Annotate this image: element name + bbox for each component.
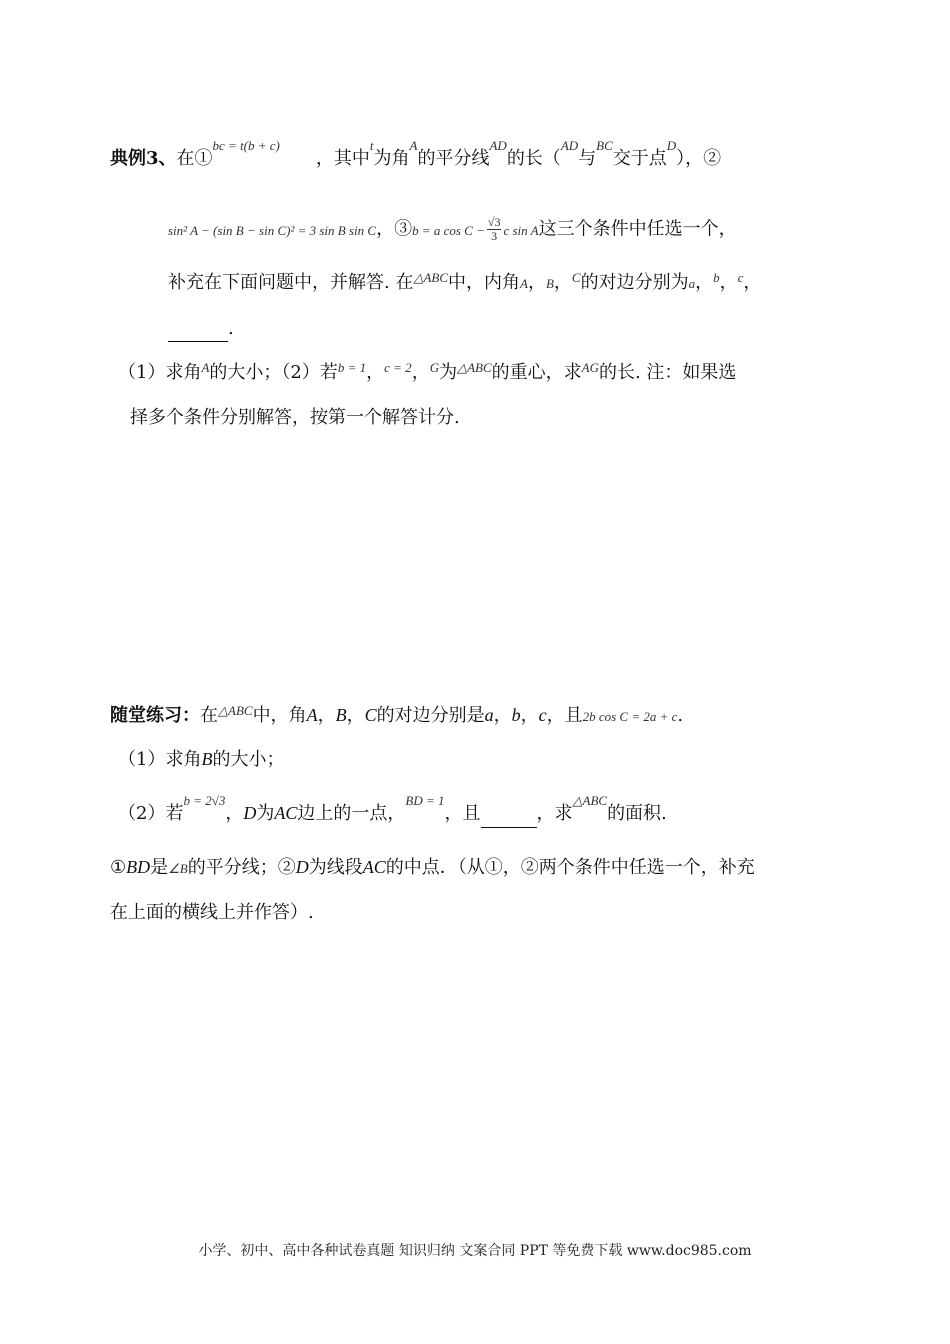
answer-blank[interactable] [481,809,537,828]
text: （2）若 [118,803,184,824]
text: ， [719,272,738,293]
math-triangle: △ABC [413,270,449,285]
text: ， [493,705,512,726]
math-a: a [484,705,494,725]
math-AD: AD [489,138,507,153]
practice-conditions-line1 [110,854,755,882]
text: 这三个条件中任选一个， [538,218,737,240]
math-csinA: c sin A [503,222,539,238]
text: 在上面的横线上并作答）. [110,902,314,923]
math-triangle: △ABC [572,793,608,808]
text: 中，内角 [448,272,521,293]
math-A: A [201,360,210,375]
text: ， [520,705,539,726]
answer-blank[interactable] [168,323,228,342]
text: 的中点．（从①，②两个条件中任选一个，补充 [385,857,755,878]
text: ，且 [444,803,481,824]
text: 交于点 [612,148,667,169]
text: ），② [676,148,722,169]
text: 为角 [373,148,410,169]
text: 边上的一点， [297,803,406,824]
text: 中，角 [252,705,307,726]
text: . [228,318,234,339]
text: 的大小；（2）若 [209,362,338,383]
math-AC: AC [362,857,386,877]
text: ， [695,272,714,293]
page-footer: 小学、初中、高中各种试卷真题 知识归纳 文案合同 PPT 等免费下载 www.doc985.com [198,1243,752,1259]
text: ，其中 [315,148,370,169]
math-triangle: △ABC [457,360,492,375]
math-B: B [201,749,213,769]
example3-line1 [110,138,722,173]
math-AD: AD [560,138,579,153]
example3-line3 [168,270,761,297]
example3-question-line2 [130,405,460,431]
text: 的长（ [506,148,561,169]
text: ， [527,272,546,293]
math-C: C [571,270,581,285]
text: 的面积. [607,803,667,824]
math-angle-B: ∠B [168,861,188,876]
example3-line4 [168,316,234,342]
math-condition: 2b cos C = 2a + c [582,709,678,724]
text: ， [743,272,762,293]
math-G: G [429,360,440,375]
text: 的平分线；② [187,857,296,878]
math-condition3: b = a cos C − [412,222,485,238]
math-condition2: sin² A − (sin B − sin C)² = 3 sin B sin C [168,222,377,238]
text: 的对边分别为 [580,272,689,293]
math-BD: BD [126,857,151,877]
math-A: A [520,276,528,291]
math-c2: c = 2 [384,360,412,375]
math-BC: BC [596,138,613,153]
math-t: t [369,138,374,153]
math-BD: BD = 1 [405,793,445,808]
text: （1）求角 [118,749,202,770]
text: 为线段 [308,857,363,878]
text: ， [317,705,336,726]
math-b: b [713,270,720,285]
math-A: A [409,138,418,153]
text: ， [366,362,385,383]
text: 的对边分别是 [376,705,485,726]
math-b1: b = 1 [337,360,367,375]
practice-part2 [118,793,667,828]
math-D: D [295,857,309,877]
text: ，求 [536,803,573,824]
math-b: b [511,705,521,725]
text: 的平分线 [417,148,490,169]
text: 在 [200,705,218,726]
math-c: c [538,705,547,725]
text: 在① [176,148,213,169]
math-c: c [737,270,744,285]
text: 为 [439,362,458,383]
text: 补充在下面问题中，并解答. 在 [168,272,414,293]
text: ， [553,272,572,293]
math-b-value: b = 2√3 [183,793,226,808]
practice-part1 [118,746,284,773]
math-a: a [688,276,696,291]
math-D: D [243,803,257,823]
text: ，③ [376,218,413,240]
math-AC: AC [274,803,298,823]
text: 的长. 注：如果选 [598,362,737,383]
example3-question-line1 [118,360,736,387]
practice-conditions-line2 [110,900,314,926]
math-A: A [306,705,318,725]
fraction-sqrt3-over-3 [487,216,502,243]
text: 择多个条件分别解答，按第一个解答计分. [130,407,460,428]
text: ，且 [546,705,583,726]
math-B: B [545,276,554,291]
text: ， [346,705,365,726]
example3-line2 [168,216,737,244]
text: ， [411,362,430,383]
fraction-denominator: 3 [491,229,498,243]
math-B: B [335,705,347,725]
text: 是 [150,857,169,878]
text: 为 [256,803,275,824]
practice-label: 随堂练习： [110,705,200,726]
text: （1）求角 [118,362,202,383]
math-AG: AG [581,360,599,375]
math-triangle: △ABC [218,703,253,718]
text: . [677,705,684,726]
fraction-numerator: √3 [487,215,501,229]
text: 与 [578,148,597,169]
example3-label: 典例3、 [110,148,177,169]
text: ① [110,857,127,878]
text: 的大小； [212,749,285,770]
text: 的重心，求 [491,362,582,383]
text: ， [225,803,244,824]
math-bc: bc = t(b + c) [212,138,280,153]
math-C: C [364,705,377,725]
math-D: D [666,138,677,153]
practice-line1 [110,702,683,730]
